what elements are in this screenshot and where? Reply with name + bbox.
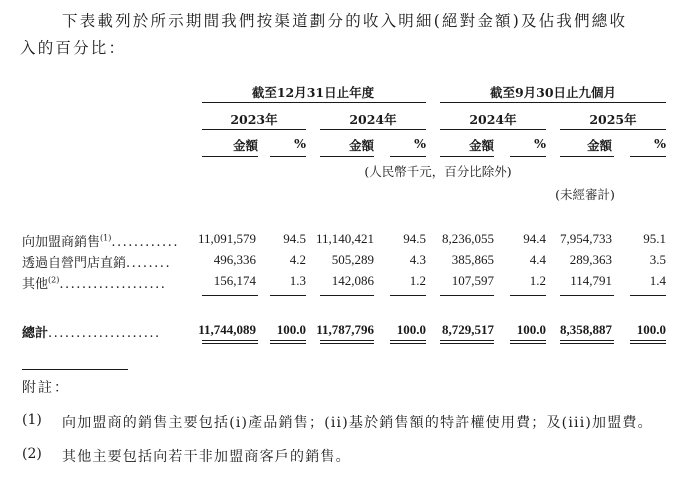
total-double-rule xyxy=(320,340,374,344)
total-double-rule xyxy=(270,340,306,344)
col-header-amount-2025: 金額 xyxy=(586,138,612,153)
year-header-2023: 2023年 xyxy=(230,112,278,127)
cell-value: 95.1 xyxy=(643,231,666,246)
col-header-pct-2023: % xyxy=(294,136,306,151)
cell-value: 1.4 xyxy=(649,273,666,288)
col-rule-amount-2023 xyxy=(202,156,258,157)
year-rule-2024-fy xyxy=(320,129,426,130)
col-rule-pct-2024-9m xyxy=(510,156,546,157)
cell-value: 114,791 xyxy=(570,273,612,288)
cell-value-total: 100.0 xyxy=(516,322,546,337)
cell-value: 289,363 xyxy=(569,252,612,267)
col-rule-amount-2024-9m xyxy=(440,156,494,157)
notes-title: 附註： xyxy=(22,380,70,396)
cell-value-total: 100.0 xyxy=(636,322,666,337)
total-double-rule xyxy=(202,340,258,344)
cell-value: 11,091,579 xyxy=(197,231,256,246)
subtotal-rule xyxy=(270,295,306,296)
subtotal-rule xyxy=(440,295,494,296)
unit-note: (人民幣千元，百分比除外) xyxy=(364,164,512,179)
cell-value: 496,336 xyxy=(213,252,256,267)
subtotal-rule xyxy=(560,295,614,296)
year-rule-2024-9m xyxy=(440,129,546,130)
note-text: 其他主要包括向若干非加盟商客戶的銷售。 xyxy=(62,449,351,465)
intro-line-2: 入的百分比： xyxy=(20,39,127,57)
intro-paragraph xyxy=(20,8,680,62)
cell-value: 1.2 xyxy=(409,273,426,288)
notes-separator xyxy=(22,369,128,370)
note-mark: (2) xyxy=(22,446,42,462)
group-header-nine-months: 截至9月30日止九個月 xyxy=(489,85,617,100)
cell-value: 4.4 xyxy=(529,252,546,267)
subtotal-rule xyxy=(202,295,258,296)
cell-value-total: 8,729,517 xyxy=(442,322,494,337)
cell-value: 4.2 xyxy=(289,252,306,267)
year-rule-2023 xyxy=(202,129,306,130)
col-rule-pct-2025 xyxy=(630,156,666,157)
cell-value: 1.3 xyxy=(289,273,306,288)
subtotal-rule xyxy=(320,295,374,296)
group-rule-fy xyxy=(202,102,426,103)
cell-value: 4.3 xyxy=(409,252,426,267)
intro-line-1: 下表載列於所示期間我們按渠道劃分的收入明細(絕對金額)及佔我們總收 xyxy=(62,12,628,30)
year-header-2024-9m: 2024年 xyxy=(469,112,517,127)
row-label-total: 總計.................... xyxy=(22,326,161,341)
col-rule-amount-2024-fy xyxy=(320,156,374,157)
col-header-pct-2025: % xyxy=(654,136,666,151)
total-double-rule xyxy=(440,340,494,344)
cell-value-total: 8,358,887 xyxy=(560,322,612,337)
group-rule-9m xyxy=(440,102,666,103)
cell-value: 94.5 xyxy=(283,231,306,246)
subtotal-rule xyxy=(510,295,546,296)
unaudited-note: (未經審計) xyxy=(555,187,615,202)
col-rule-pct-2024-fy xyxy=(390,156,426,157)
cell-value: 1.2 xyxy=(529,273,546,288)
col-rule-amount-2025 xyxy=(560,156,614,157)
col-header-pct-2024-9m: % xyxy=(534,136,546,151)
cell-value: 94.4 xyxy=(523,231,546,246)
total-double-rule xyxy=(630,340,666,344)
cell-value: 142,086 xyxy=(331,273,374,288)
cell-value: 7,954,733 xyxy=(560,231,612,246)
cell-value-total: 100.0 xyxy=(396,322,426,337)
year-header-2025: 2025年 xyxy=(589,112,637,127)
note-mark: (1) xyxy=(22,412,42,428)
cell-value: 107,597 xyxy=(451,273,494,288)
cell-value-total: 11,787,796 xyxy=(316,322,374,337)
col-header-amount-2024-9m: 金額 xyxy=(468,138,494,153)
col-header-amount-2024-fy: 金額 xyxy=(348,138,374,153)
cell-value: 385,865 xyxy=(451,252,494,267)
cell-value: 11,140,421 xyxy=(315,231,374,246)
col-header-pct-2024-fy: % xyxy=(414,136,426,151)
subtotal-rule xyxy=(390,295,426,296)
total-double-rule xyxy=(390,340,426,344)
row-label-franchisee-sales: 向加盟商銷售$^{(1)}$............ xyxy=(22,233,179,250)
cell-value: 8,236,055 xyxy=(442,231,494,246)
cell-value: 3.5 xyxy=(649,252,666,267)
year-header-2024-fy: 2024年 xyxy=(349,112,397,127)
cell-value-total: 100.0 xyxy=(276,322,306,337)
col-rule-pct-2023 xyxy=(270,156,306,157)
group-header-fiscal-year: 截至12月31日止年度 xyxy=(251,85,375,100)
row-label-direct-store-sales: 透過自營門店直銷........ xyxy=(22,256,172,271)
total-double-rule xyxy=(510,340,546,344)
cell-value: 94.5 xyxy=(403,231,426,246)
cell-value: 156,174 xyxy=(213,273,256,288)
cell-value: 505,289 xyxy=(331,252,374,267)
total-double-rule xyxy=(560,340,614,344)
cell-value-total: 11,744,089 xyxy=(198,322,256,337)
row-label-others: 其他$^{(2)}$................... xyxy=(22,275,167,292)
subtotal-rule xyxy=(630,295,666,296)
note-text: 向加盟商的銷售主要包括(i)產品銷售；(ii)基於銷售額的特許權使用費；及(iii)加盟費。 xyxy=(62,415,653,431)
year-rule-2025 xyxy=(560,129,666,130)
col-header-amount-2023: 金額 xyxy=(232,138,258,153)
